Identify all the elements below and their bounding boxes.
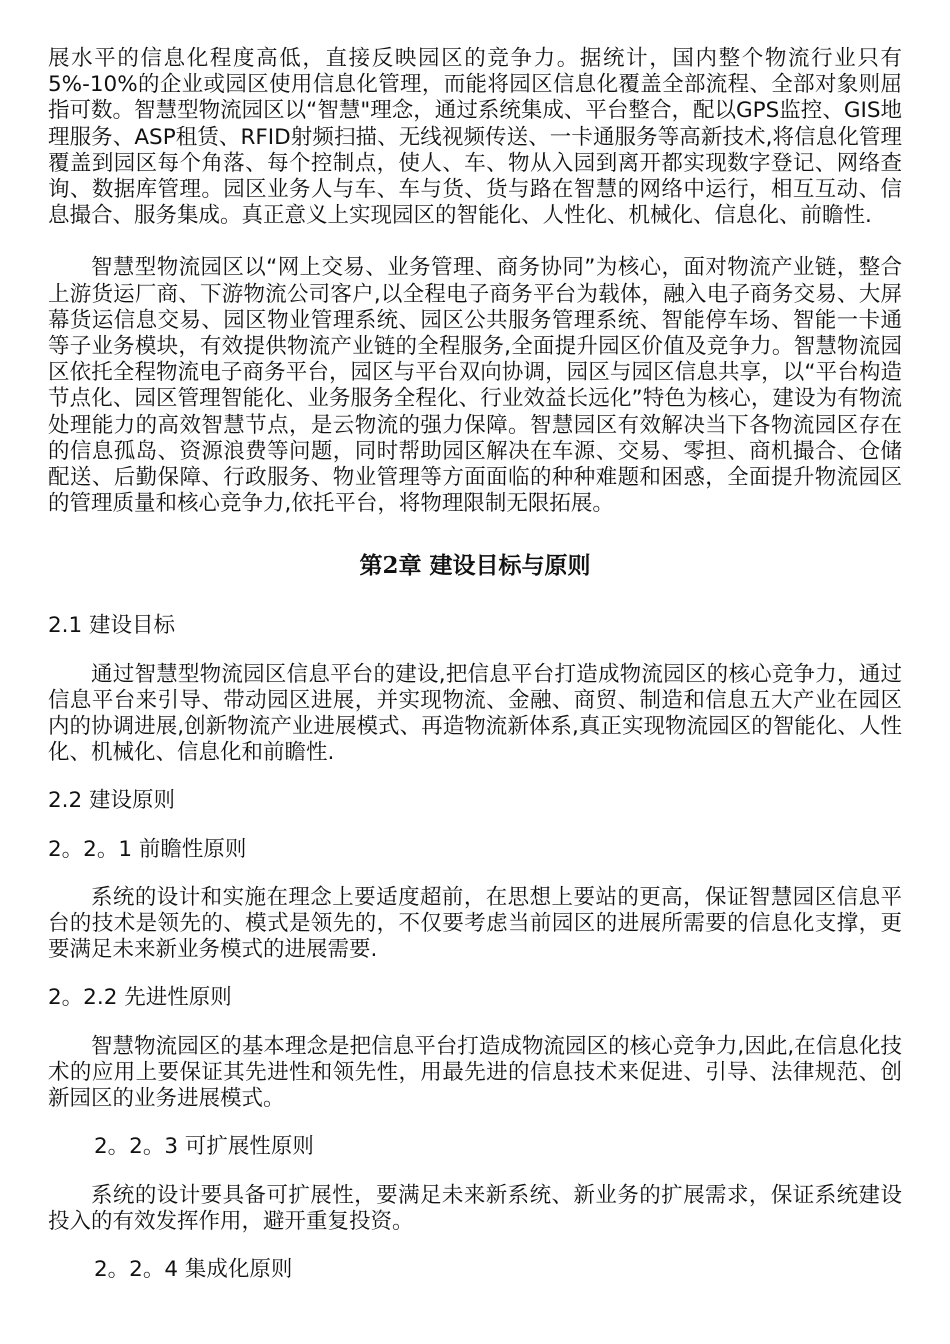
subsection-heading-2-2-1: 2。2。1 前瞻性原则 <box>48 836 247 862</box>
section-heading-2-2: 2.2 建设原则 <box>48 788 176 814</box>
paragraph-advanced: 智慧物流园区的基本理念是把信息平台打造成物流园区的核心竞争力,因此,在信息化技术的应用上要保证其先进性和领先性，用最先进的信息技术来促进、引导、法律规范、创新园区的业务进展模式。 <box>48 1033 902 1112</box>
paragraph-construction-goal: 通过智慧型物流园区信息平台的建设,把信息平台打造成物流园区的核心竞争力，通过信息平台来引导、带动园区进展，并实现物流、金融、商贸、制造和信息五大产业在园区内的协调进展,创新物流产业进展模式、再造物流新体系,真正实现物流园区的智能化、人性化、机械化、信息化和前瞻性. <box>48 661 902 766</box>
paragraph-scalable: 系统的设计要具备可扩展性，要满足未来新系统、新业务的扩展需求，保证系统建设投入的有效发挥作用，避开重复投资。 <box>48 1182 902 1234</box>
chapter-title: 第2章 建设目标与原则 <box>359 552 591 580</box>
section-heading-2-1: 2.1 建设目标 <box>48 613 176 639</box>
subsection-heading-2-2-3: 2。2。3 可扩展性原则 <box>94 1134 314 1160</box>
paragraph-forward-looking: 系统的设计和实施在理念上要适度超前，在思想上要站的更高，保证智慧园区信息平台的技术是领先的、模式是领先的，不仅要考虑当前园区的进展所需要的信息化支撑，更要满足未来新业务模式的进展需要. <box>48 884 902 963</box>
subsection-heading-2-2-4: 2。2。4 集成化原则 <box>94 1256 293 1282</box>
subsection-heading-2-2-2: 2。2.2 先进性原则 <box>48 985 232 1011</box>
paragraph-intro-continued: 展水平的信息化程度高低，直接反映园区的竞争力。据统计，国内整个物流行业只有5%-10%的企业或园区使用信息化管理，而能将园区信息化覆盖全部流程、全部对象则屈指可数。智慧型物流园区以“智慧"理念，通过系统集成、平台整合，配以GPS监控、GIS地理服务、ASP租赁、RFID射频扫描、无线视频传送、一卡通服务等高新技术,将信息化管理覆盖到园区每个角落、每个控制点，使人、车、物从入园到离开都实现数字登记、网络查询、数据库管理。园区业务人与车、车与货、货与路在智慧的网络中运行，相互互动、信息撮合、服务集成。真正意义上实现园区的智能化、人性化、机械化、信息化、前瞻性. <box>48 46 902 229</box>
paragraph-smart-park-core: 智慧型物流园区以“网上交易、业务管理、商务协同”为核心，面对物流产业链，整合上游货运厂商、下游物流公司客户,以全程电子商务平台为载体，融入电子商务交易、大屏幕货运信息交易、园区物业管理系统、园区公共服务管理系统、智能停车场、智能一卡通等子业务模块，有效提供物流产业链的全程服务,全面提升园区价值及竞争力。智慧物流园区依托全程物流电子商务平台，园区与平台双向协调，园区与园区信息共享，以“平台构造节点化、园区管理智能化、业务服务全程化、行业效益长远化”特色为核心，建设为有物流处理能力的高效智慧节点，是云物流的强力保障。智慧园区有效解决当下各物流园区存在的信息孤岛、资源浪费等问题，同时帮助园区解决在车源、交易、零担、商机撮合、仓储配送、后勤保障、行政服务、物业管理等方面面临的种种难题和困惑，全面提升物流园区的管理质量和核心竞争力,依托平台，将物理限制无限拓展。 <box>48 255 902 517</box>
